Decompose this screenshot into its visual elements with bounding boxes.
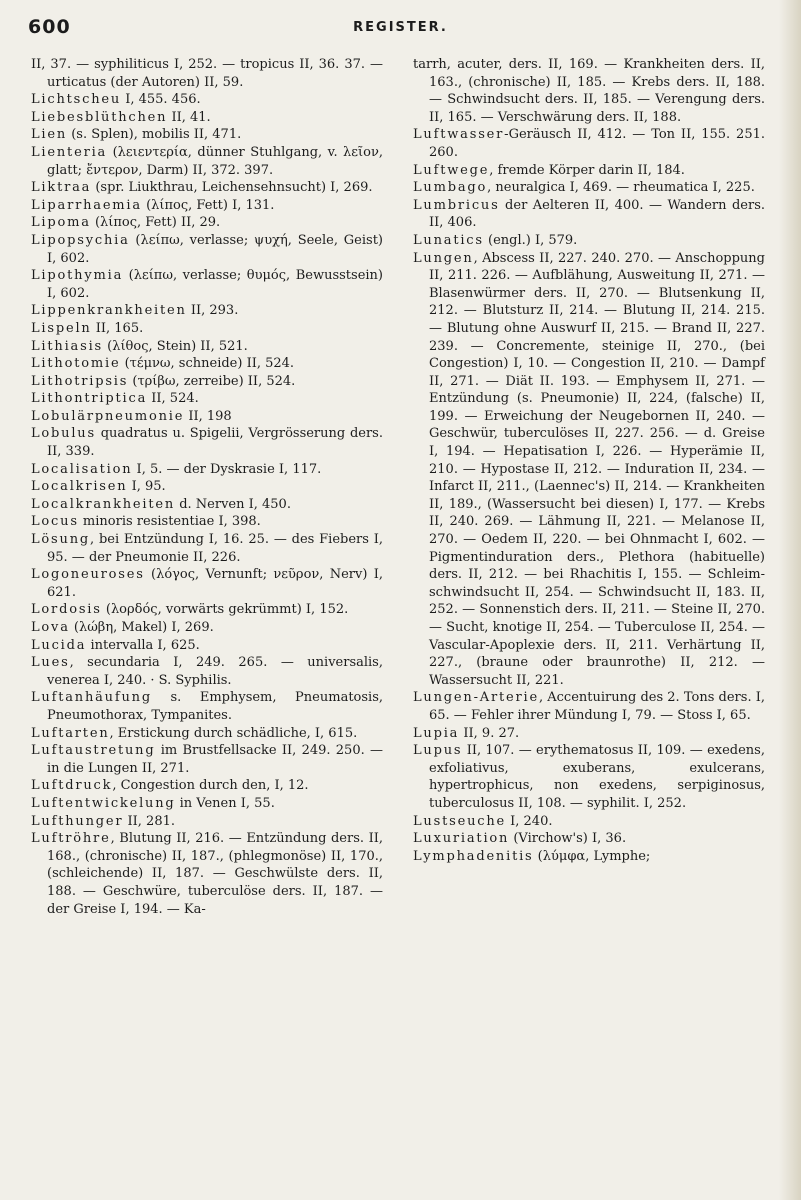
index-entry-text: , secundaria I, 249. 265. — universalis, venerea I, 240. · S. Syphilis. xyxy=(47,655,383,688)
index-entry xyxy=(31,637,383,655)
index-entry xyxy=(413,126,765,161)
index-term: Lienteria xyxy=(31,144,108,160)
index-term: Luftanhäufung xyxy=(31,690,152,706)
index-entry xyxy=(413,689,765,724)
index-term: Liebesblüthchen xyxy=(31,109,168,125)
index-term: Lipothymia xyxy=(31,268,124,284)
index-term: Lungen xyxy=(413,250,474,266)
index-term: Luftarten xyxy=(31,725,110,741)
index-column-right xyxy=(413,56,765,865)
index-entry-text: tarrh, acuter, ders. II, 169. — Krankheiten ders. II, 163., (chronische) II, 185. — Krebs ders. II, 188. — Schwindsucht ders. II, 185. — Verengung ders. II, 165. — Verschwärung ders. II, 188. xyxy=(413,57,765,125)
index-entry xyxy=(31,654,383,689)
index-term: Lustseuche xyxy=(413,813,506,829)
index-entry-text: -Geräusch II, 412. — Ton II, 155. 251. 260. xyxy=(429,127,765,160)
index-term: Luftröhre xyxy=(31,831,111,847)
index-term: Lösung xyxy=(31,532,90,548)
index-entry-text: (λειεντερία, dünner Stuhlgang, v. λεῖον, glatt; ἔντερον, Darm) II, 372. 397. xyxy=(47,144,383,178)
index-term: Lufthunger xyxy=(31,813,124,829)
index-entry xyxy=(31,320,383,338)
index-term: Lymphadenitis xyxy=(413,848,534,864)
index-term: Lispeln xyxy=(31,320,92,336)
index-term: Localisation xyxy=(31,461,133,477)
index-entry-text: minoris resistentiae I, 398. xyxy=(78,514,261,530)
index-entry xyxy=(413,56,765,126)
index-term: Lithotomie xyxy=(31,356,121,372)
index-term: Lithotripsis xyxy=(31,373,129,389)
index-entry xyxy=(31,531,383,566)
index-term: Luftwasser xyxy=(413,127,505,143)
index-entry xyxy=(413,848,765,866)
index-column-left xyxy=(31,56,383,918)
index-entry xyxy=(31,126,383,144)
index-entry xyxy=(31,197,383,215)
index-entry-text: (λώβη, Makel) I, 269. xyxy=(69,620,214,635)
index-term: Logoneuroses xyxy=(31,567,145,583)
index-entry-text: der Aelteren II, 400. — Wandern ders. II, 406. xyxy=(429,197,765,231)
index-entry-text: , Blutung II, 216. — Entzündung ders. II, 168., (chronische) II, 187., (phlegmonöse) II, 170., (schleichende) II, 187. — Geschwülste ders. II, 188. — Geschwüre, tuberculöse ders. II, 187. — der Greise I, 194. — Ka- xyxy=(47,831,383,917)
index-entry-text: (λείπω, verlasse; θυμός, Bewusstsein) I, 602. xyxy=(47,268,383,301)
page-number: 600 xyxy=(28,16,71,38)
index-entry xyxy=(31,619,383,637)
index-entry xyxy=(31,355,383,373)
index-entry xyxy=(31,795,383,813)
index-entry xyxy=(413,232,765,250)
index-entry xyxy=(31,232,383,267)
index-term: Lien xyxy=(31,127,68,143)
index-term: Localkrisen xyxy=(31,479,128,495)
index-term: Luftwege xyxy=(413,162,490,178)
index-term: Liktraa xyxy=(31,180,92,196)
index-term: Lunatics xyxy=(413,232,484,248)
index-entry-text: I, 5. — der Dyskrasie I, 117. xyxy=(132,461,322,477)
index-entry-text: (τέμνω, schneide) II, 524. xyxy=(120,356,295,372)
index-entry-text: s. Emphysem, Pneumatosis, Pneumothorax, Tympanites. xyxy=(47,690,383,723)
index-term: Lipopsychia xyxy=(31,232,130,248)
index-entry xyxy=(413,197,765,232)
index-entry xyxy=(31,214,383,232)
index-term: Locus xyxy=(31,514,79,530)
index-entry xyxy=(31,689,383,724)
index-entry-text: (τρίβω, zerreibe) II, 524. xyxy=(128,373,296,389)
index-entry-text: (λίθος, Stein) II, 521. xyxy=(103,338,248,354)
index-term: Lippenkrankheiten xyxy=(31,303,187,319)
index-entry xyxy=(31,425,383,460)
index-term: Lumbago xyxy=(413,180,488,196)
index-entry xyxy=(31,478,383,496)
index-entry xyxy=(31,813,383,831)
index-term: Lungen-Arterie xyxy=(413,690,539,706)
index-entry xyxy=(31,461,383,479)
index-entry xyxy=(31,179,383,197)
index-term: Lichtscheu xyxy=(31,92,122,108)
index-entry-text: intervalla I, 625. xyxy=(86,637,200,653)
index-entry-text: d. Nerven I, 450. xyxy=(175,496,291,512)
index-entry-text: II, 165. xyxy=(91,320,144,336)
index-entry-text: , fremde Körper darin II, 184. xyxy=(489,162,685,178)
index-entry-text: (λύμφα, Lymphe; xyxy=(533,848,651,864)
index-entry-text: (spr. Liukthrau, Leichensehnsucht) I, 269. xyxy=(91,180,373,196)
index-entry-text: II, 37. — syphiliticus I, 252. — tropicus II, 36. 37. — urticatus (der Autoren) II, 59. xyxy=(31,57,383,90)
index-term: Lues xyxy=(31,655,70,671)
index-entry-text: in Venen I, 55. xyxy=(175,795,275,811)
index-entry-text: , neuralgica I, 469. — rheumatica I, 225. xyxy=(487,180,755,196)
index-entry xyxy=(413,725,765,743)
index-entry-text: (engl.) I, 579. xyxy=(483,232,578,248)
index-entry xyxy=(413,250,765,690)
index-entry-text: II, 41. xyxy=(167,109,211,125)
index-term: Liparrhaemia xyxy=(31,197,142,213)
index-entry xyxy=(413,830,765,848)
index-entry xyxy=(31,144,383,179)
index-term: Luftentwickelung xyxy=(31,795,176,811)
index-term: Lobulus xyxy=(31,426,96,442)
index-entry-text: II, 9. 27. xyxy=(459,725,520,741)
index-entry xyxy=(31,830,383,918)
index-entry xyxy=(31,566,383,601)
index-entry-text: II, 293. xyxy=(186,303,239,319)
index-entry-text: (Virchow's) I, 36. xyxy=(509,831,627,847)
index-entry xyxy=(413,813,765,831)
index-entry xyxy=(413,162,765,180)
index-entry-text: quadratus u. Spigelii, Vergrösserung ders. II, 339. xyxy=(47,426,383,460)
index-entry xyxy=(31,742,383,777)
index-term: Lumbricus xyxy=(413,197,500,213)
index-entry xyxy=(31,777,383,795)
index-entry xyxy=(31,267,383,302)
index-entry-text: II, 524. xyxy=(147,391,199,407)
index-entry-text: (λίπος, Fett) II, 29. xyxy=(90,215,221,231)
index-term: Lithiasis xyxy=(31,338,103,354)
index-entry-text: (s. Splen), mobilis II, 471. xyxy=(67,127,242,143)
index-term: Lova xyxy=(31,620,70,635)
index-entry-text: (λίπος, Fett) I, 131. xyxy=(141,197,275,213)
index-term: Lipoma xyxy=(31,215,91,231)
index-entry-text: im Brustfellsacke II, 249. 250. — in die Lungen II, 271. xyxy=(47,743,383,776)
index-entry-text: , Erstickung durch schädliche, I, 615. xyxy=(109,725,358,741)
index-entry xyxy=(31,56,383,91)
index-entry-text: , Accentuirung des 2. Tons ders. I, 65. — Fehler ihrer Mündung I, 79. — Stoss I, 65. xyxy=(429,690,765,723)
index-term: Localkrankheiten xyxy=(31,496,176,512)
index-entry-text: II, 107. — erythematosus II, 109. — exedens, exfoliativus, exuberans, exulcerans, hypertrophicus, non exedens, serpiginosus, tuberculosus II, 108. — syphilit. I, 252. xyxy=(429,743,765,811)
index-entry xyxy=(31,513,383,531)
index-entry-text: , bei Entzündung I, 16. 25. — des Fiebers I, 95. — der Pneumonie II, 226. xyxy=(47,532,383,565)
index-entry xyxy=(31,408,383,426)
index-entry-text: I, 95. xyxy=(127,479,166,495)
index-term: Luxuriation xyxy=(413,831,510,847)
page-edge-shadow xyxy=(779,0,801,1200)
index-entry xyxy=(413,742,765,812)
index-entry-text: (λόγος, Vernunft; νεῦρον, Nerv) I, 621. xyxy=(47,567,383,600)
index-entry-text: (λείπω, verlasse; ψυχή, Seele, Geist) I, 602. xyxy=(47,232,383,266)
index-term: Lucida xyxy=(31,637,87,653)
index-term: Luftaustretung xyxy=(31,743,156,759)
index-entry xyxy=(31,496,383,514)
index-entry xyxy=(413,179,765,197)
index-entry xyxy=(31,725,383,743)
index-entry-text: I, 455. 456. xyxy=(121,92,201,108)
running-head: REGISTER. xyxy=(353,20,448,35)
index-entry xyxy=(31,373,383,391)
index-entry xyxy=(31,109,383,127)
index-term: Lithontriptica xyxy=(31,391,148,407)
index-entry xyxy=(31,390,383,408)
index-entry-text: , Abscess II, 227. 240. 270. — Anschoppung II, 211. 226. — Aufblähung, Ausweitung II, 271. — Blasenwürmer ders. II, 270. — Blutsenkung II, 212. — Blutsturz II, 214. — Blutung II, 214. 215. — Blutung ohne Auswurf II, 215. — Brand II, 227. 239. — Concremente, steinige II, 270., (bei Congestion) I, 10. — Congestion II, 210. — Dampf II, 271. — Diät II. 193. — Emphysem II, 271. — Entzündung (s. Pneumonie) II, 224, (falsche) II, 199. — Erweichung der Neugebornen II, 240. — Geschwür, tuberculöses II, 227. 256. — d. Greise I, 194. — Hepatisation I, 226. — Hyperämie II, 210. — Hypostase II, 212. — Induration II, 234. — Infarct II, 211., (Laennec's) II, 214. — Krankheiten II, 189., (Wassersucht bei diesen) I, 177. — Krebs II, 240. 269. — Lähmung II, 221. — Melanose II, 270. — Oedem II, 220. — bei Ohnmacht I, 602. — Pigmentinduration ders., Plethora (habituelle) ders. II, 212. — bei Rhachitis I, 155. — Schleimschwindsucht II, 254. — Schwindsucht II, 183. II, 252. — Sonnenstich ders. II, 211. — Steine II, 270. — Sucht, knotige II, 254. — Tuberculose II, 254. — Vascular-Apoplexie ders. II, 211. Verhärtung II, 227., (braune oder braunrothe) II, 212. — Wassersucht II, 221. xyxy=(429,250,765,688)
index-term: Lobulärpneumonie xyxy=(31,408,185,424)
index-entry xyxy=(31,338,383,356)
index-entry-text: II, 281. xyxy=(123,813,176,829)
index-entry xyxy=(31,302,383,320)
index-entry-text: , Congestion durch den, I, 12. xyxy=(112,778,309,794)
index-entry-text: I, 240. xyxy=(506,813,553,829)
index-term: Lupia xyxy=(413,725,460,741)
index-entry-text: (λορδός, vorwärts gekrümmt) I, 152. xyxy=(101,602,349,618)
index-term: Lordosis xyxy=(31,602,102,618)
index-term: Luftdruck xyxy=(31,778,113,794)
index-term: Lupus xyxy=(413,743,463,759)
index-entry xyxy=(31,91,383,109)
index-entry xyxy=(31,601,383,619)
index-entry-text: II, 198 xyxy=(184,408,232,424)
